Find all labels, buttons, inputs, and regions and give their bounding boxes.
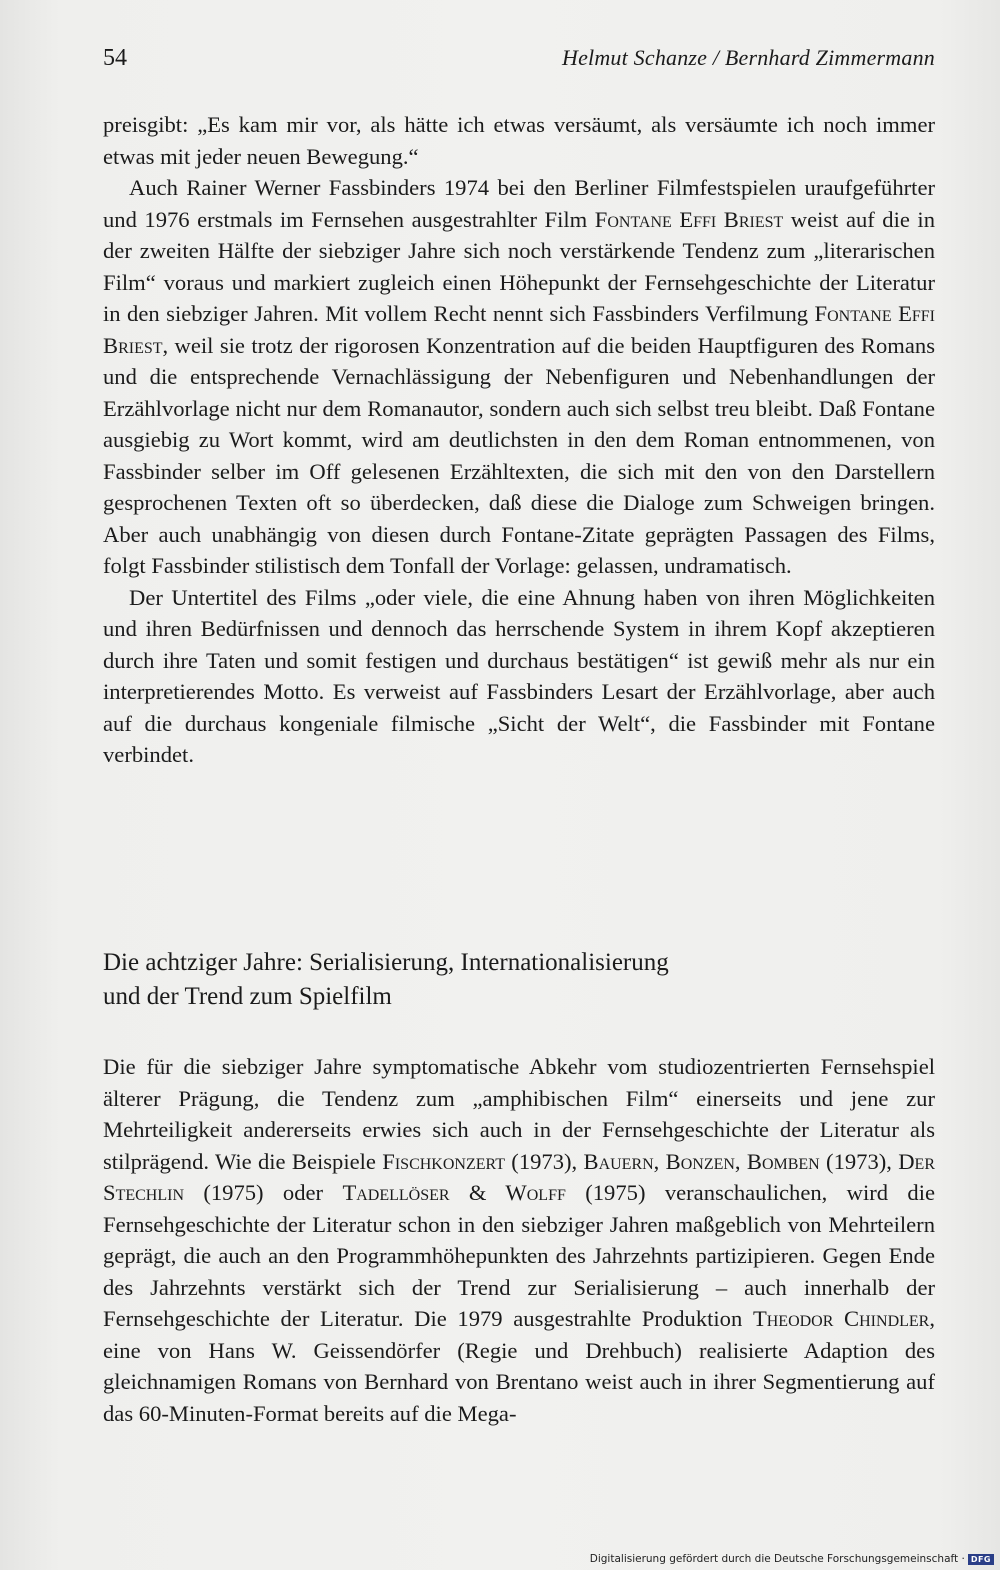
film-title: Tadellöser & Wolff (342, 1180, 566, 1205)
footer-text: Digitalisierung gefördert durch die Deutsche Forschungsgemeinschaft · (589, 1553, 965, 1565)
film-title: Bauern, Bonzen, Bomben (583, 1148, 820, 1174)
film-title: Der Stechlin (103, 1148, 935, 1205)
body-text-upper (103, 109, 935, 771)
text-run: (1975) oder (184, 1180, 343, 1205)
text-run: Die für die siebziger Jahre symptomatische Abkehr vom studiozentrierten Fernsehspiel älterer Prägung, die Tendenz zum „amphibischen Film“ einerseits und jene zur Mehrteiligkeit andererseits erwies sich auch in der Fernsehgeschichte der Literatur als stilprägend. Wie die Beispiele (103, 1054, 935, 1174)
paragraph-achtziger (103, 1051, 935, 1429)
section-heading (103, 946, 935, 1014)
heading-line: und der Trend zum Spielfilm (103, 983, 392, 1010)
film-title: Fontane Effi Briest (594, 206, 784, 232)
digitization-footer (590, 1553, 994, 1565)
text-run: Auch Rainer Werner Fassbinders 1974 bei den Berliner Filmfestspielen uraufgeführter und 1976 erstmals im Fernsehen ausgestrahlter Film (103, 175, 935, 232)
running-head: Helmut Schanze / Bernhard Zimmermann (561, 45, 935, 70)
text-run: , weil sie trotz der rigorosen Konzentration auf die beiden Hauptfiguren des Romans und die entsprechende Vernachlässigung der Nebenfiguren und Nebenhandlungen der Erzählvorlage nicht nur dem Romanautor, sondern auch sich selbst treu bleibt. Daß Fontane ausgiebig zu Wort kommt, wird am deutlichsten in den dem Roman entnommenen, von Fassbinder selber im Off gelesenen Erzähltexten, die sich mit den von den Darstellern gesprochenen Texten oft so überdecken, daß diese die Dialoge zum Schweigen bringen. Aber auch unabhängig von diesen durch Fontane-Zitate geprägten Passagen des Films, folgt Fassbinder stilistisch dem Tonfall der Vorlage: gelassen, undramatisch. (103, 332, 935, 578)
body-text-lower (103, 1051, 935, 1429)
film-title: Fischkonzert (382, 1148, 505, 1174)
film-title: Theodor Chindler (752, 1306, 930, 1331)
heading-line: Die achtziger Jahre: Serialisierung, Internationalisierung (103, 949, 669, 976)
page-header (103, 40, 935, 76)
paragraph: preisgibt: „Es kam mir vor, als hätte ich etwas versäumt, als versäumte ich noch immer etwas mit jeder neuen Bewegung.“ (103, 112, 935, 169)
paragraph-untertitel: Der Untertitel des Films „oder viele, die eine Ahnung haben von ihren Möglichkeiten und ihren Bedürfnissen und dennoch das herrschende System in ihrem Kopf akzeptieren durch ihre Taten und somit festigen und durchaus bestätigen“ ist gewiß mehr als nur ein interpretierendes Motto. Es verweist auf Fassbinders Lesart der Erzählvorlage, aber auch auf die durchaus kongeniale filmische „Sicht der Welt“, die Fassbinder mit Fontane verbindet. (103, 584, 935, 767)
page-number: 54 (103, 45, 127, 71)
text-run: (1975) veranschaulichen, wird die Fernsehgeschichte der Literatur schon in den siebziger Jahren maßgeblich von Mehrteilern geprägt, die auch an den Programmhöhepunkten des Jahrzehnts partizipieren. Gegen Ende des Jahrzehnts verstärkt sich der Trend zur Serialisierung – auch innerhalb der Fernsehgeschichte der Literatur. Die 1979 ausgestrahlte Produktion (103, 1180, 936, 1331)
film-title: Fontane Effi Briest (103, 301, 936, 358)
text-run: , eine von Hans W. Geissendörfer (Regie und Drehbuch) realisierte Adaption des gleichnamigen Romans von Bernhard von Brentano weist auch in ihrer Segmentierung auf das 60-Minuten-Format bereits auf die Mega- (103, 1306, 935, 1426)
text-run: (1973), (505, 1148, 584, 1174)
dfg-logo-icon: DFG (968, 1554, 994, 1565)
paragraph-fassbinder (103, 172, 935, 582)
text-run: weist auf die in der zweiten Hälfte der siebziger Jahre sich noch verstärkende Tendenz zum „literarischen Film“ voraus und markiert zugleich einen Höhepunkt der Fernsehgeschichte der Literatur in den siebziger Jahren. Mit vollem Recht nennt sich Fassbinders Verfilmung (103, 206, 935, 326)
text-run: (1973), (819, 1148, 899, 1174)
